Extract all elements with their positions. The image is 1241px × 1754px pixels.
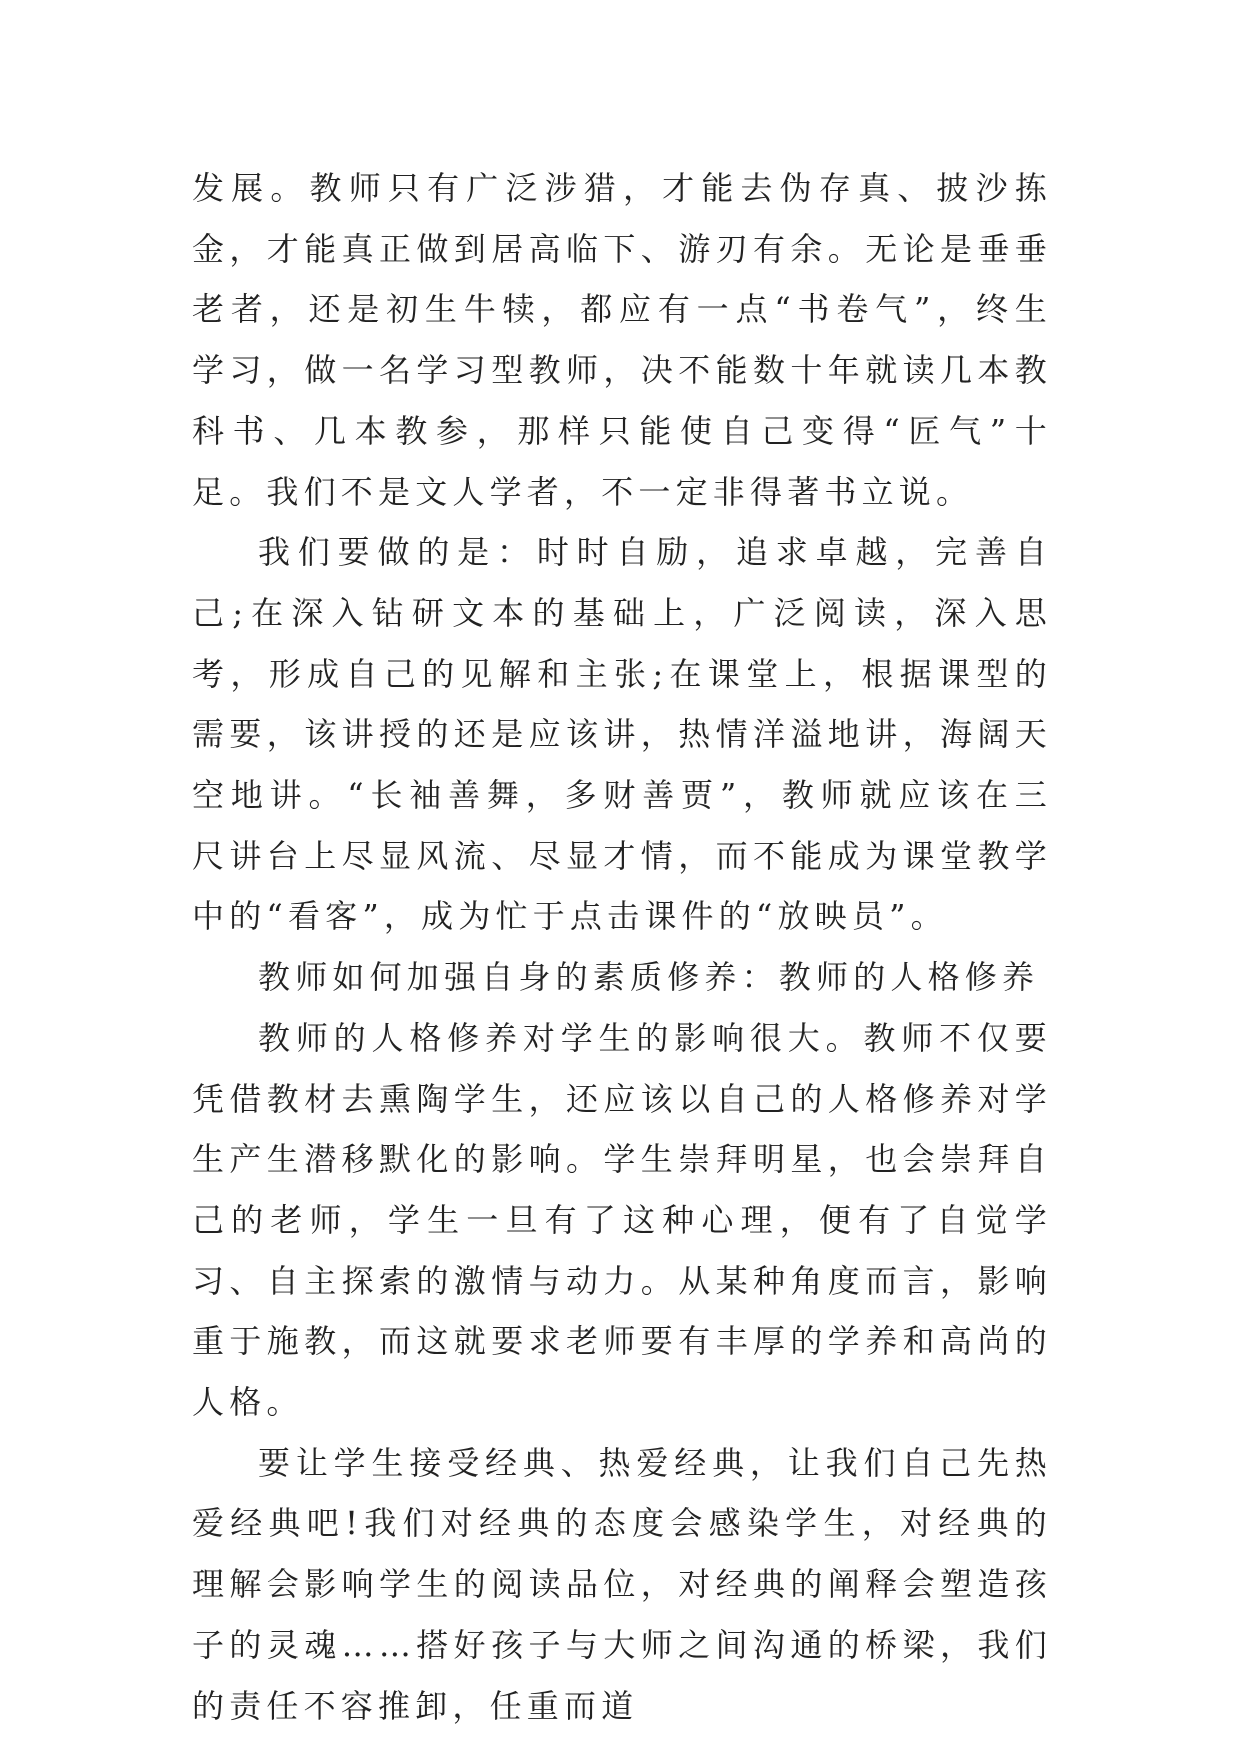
paragraph-4: 要让学生接受经典、热爱经典，让我们自己先热爱经典吧!我们对经典的态度会感染学生，对经典的理解会影响学生的阅读品位，对经典的阐释会塑造孩子的灵魂……搭好孩子与大师之间沟通的桥梁，我们的责任不容推卸，任重而道 [192, 1443, 1052, 1725]
paragraph-3: 教师的人格修养对学生的影响很大。教师不仅要凭借教材去熏陶学生，还应该以自己的人格修养对学生产生潜移默化的影响。学生崇拜明星，也会崇拜自己的老师，学生一旦有了这种心理，便有了自觉学习、自主探索的激情与动力。从某种角度而言，影响重于施教，而这就要求老师要有丰厚的学养和高尚的人格。 [192, 1018, 1052, 1422]
document-body [192, 158, 1052, 1736]
paragraph-1: 发展。教师只有广泛涉猎，才能去伪存真、披沙拣金，才能真正做到居高临下、游刃有余。无论是垂垂老者，还是初生牛犊，都应有一点“书卷气”，终生学习，做一名学习型教师，决不能数十年就读几本教科书、几本教参，那样只能使自己变得“匠气”十足。我们不是文人学者，不一定非得著书立说。 [192, 169, 1052, 511]
section-heading: 教师如何加强自身的素质修养：教师的人格修养 [258, 958, 1040, 997]
paragraph-2: 我们要做的是：时时自励，追求卓越，完善自己;在深入钻研文本的基础上，广泛阅读，深入思考，形成自己的见解和主张;在课堂上，根据课型的需要，该讲授的还是应该讲，热情洋溢地讲，海阔天空地讲。“长袖善舞，多财善贾”，教师就应该在三尺讲台上尽显风流、尽显才情，而不能成为课堂教学中的“看客”，成为忙于点击课件的“放映员”。 [192, 533, 1052, 936]
